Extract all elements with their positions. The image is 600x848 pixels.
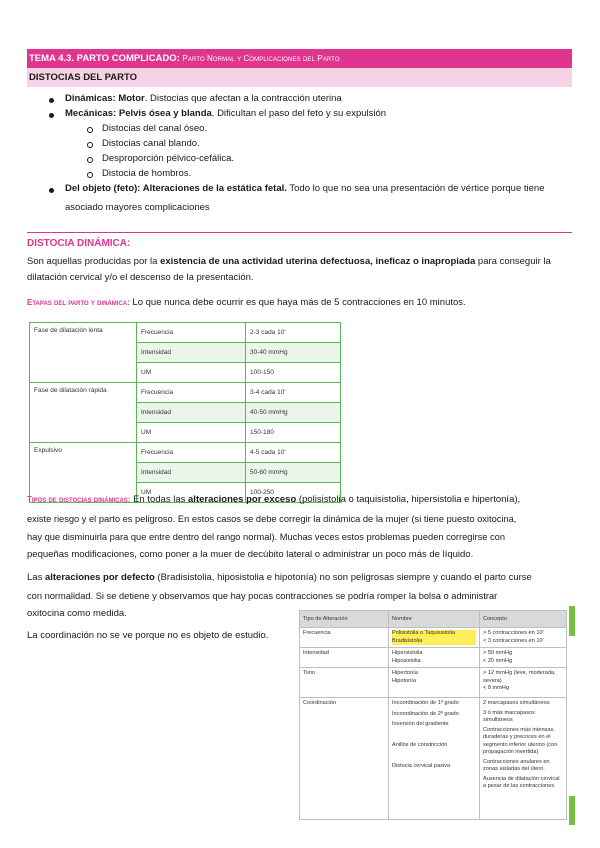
- concepto-item: > 5 contracciones en 10': [483, 630, 544, 636]
- sub-bullet-circle: [87, 157, 93, 163]
- tipos-line2: existe riesgo y el parto es peligroso. En estos casos se debe corregir la dinámica de la mujer (si tiene puesto oxitocina,: [27, 514, 517, 524]
- value-cell: 100-150: [246, 363, 341, 383]
- etapas-table: [29, 322, 341, 503]
- phase-cell: Fase de dilatación rápida: [30, 383, 137, 443]
- bullet-dot: [49, 188, 54, 193]
- table-header: Nombre: [389, 611, 480, 628]
- text-run-bold: alteraciones por exceso: [188, 494, 297, 505]
- value-cell: 3-4 cada 10': [246, 383, 341, 403]
- concepto-item: < 20 mmHg: [483, 657, 513, 664]
- nombre-item: Hipotonía: [392, 677, 416, 684]
- tipo-cell: Intensidad: [300, 648, 389, 668]
- bullet-dot: [49, 98, 54, 103]
- coordinacion-note: La coordinación no se ve porque no es objeto de estudio.: [27, 630, 269, 641]
- text-run: Son aquellas producidas por la: [27, 256, 161, 267]
- concepto-item: Contracciones anulares en zonas aisladas del útero.: [483, 758, 550, 772]
- concepto-item: 3 ó más marcapasos simultáneos: [483, 709, 535, 723]
- topic-subtitle: Parto Normal y Complicaciones del Parto: [182, 54, 340, 63]
- defecto-line2: con normalidad. Si se detiene y observamos que hay pocas contracciones se podría romper la bolsa o administrar: [27, 591, 498, 601]
- nombre-item: Hipersistolia: [392, 650, 423, 656]
- nombre-item: Anillos de constricción: [392, 742, 448, 748]
- text-run: En todas las: [130, 494, 189, 505]
- table-row: [30, 323, 341, 343]
- nombre-item: Distocia cervical pasiva: [392, 763, 451, 769]
- bullet-dot: [49, 113, 54, 118]
- table-row: [30, 443, 341, 463]
- nombre-item: Hipertonía: [392, 670, 418, 676]
- bullet-text: Todo lo que no sea una presentación de vértice porque tiene: [286, 183, 545, 194]
- tipo-cell: Tono: [300, 668, 389, 698]
- concepto-item: < 3 contracciones en 10': [483, 637, 544, 644]
- nombre-cell: [389, 648, 480, 668]
- table-row: [300, 698, 567, 820]
- text-run-bold: existencia de una actividad uterina defectuosa, ineficaz o inapropiada: [160, 256, 476, 267]
- parameter-cell: Frecuencia: [137, 323, 246, 343]
- text-run: Las: [27, 572, 45, 583]
- parameter-cell: UM: [137, 483, 246, 503]
- sub-bullet-item: Distocias canal blando.: [102, 138, 200, 149]
- nombre-item: [392, 753, 476, 761]
- parameter-cell: Intensidad: [137, 403, 246, 423]
- bullet-objeto-cont: asociado mayores complicaciones: [65, 202, 210, 213]
- tipos-label: Tipos de distocias dinámicas:: [27, 495, 131, 504]
- nombre-cell: [389, 698, 480, 820]
- distocia-paragraph-line2: dilatación cervical y/o el descenso de la presentación.: [27, 272, 254, 283]
- etapas-text: Lo que nunca debe ocurrir es que haya más de 5 contracciones en 10 minutos.: [129, 297, 466, 308]
- nombre-cell: [389, 628, 480, 648]
- value-cell: 50-60 mmHg: [246, 463, 341, 483]
- concepto-item: Ausencia de dilatación cervical a pesar de las contracciones: [483, 775, 560, 789]
- concepto-cell: [480, 628, 567, 648]
- sub-bullet-item: Distocias del canal óseo.: [102, 123, 208, 134]
- bullet-label: Mecánicas: Pelvis ósea y blanda: [65, 108, 212, 119]
- section-title-band: [27, 68, 572, 87]
- parameter-cell: Intensidad: [137, 343, 246, 363]
- topic-title: TEMA 4.3. PARTO COMPLICADO:: [29, 53, 180, 64]
- topic-title-band: [27, 49, 572, 68]
- nombre-item: Inversión del gradiente: [392, 721, 449, 727]
- value-cell: 30-40 mmHg: [246, 343, 341, 363]
- text-run: para conseguir la: [475, 256, 551, 267]
- sub-bullet-item: Distocia de hombros.: [102, 168, 192, 179]
- sub-bullet-circle: [87, 142, 93, 148]
- phase-cell: Fase de dilatación lenta: [30, 323, 137, 383]
- concepto-cell: [480, 668, 567, 698]
- value-cell: 150-180: [246, 423, 341, 443]
- nombre-item: Incoordinación de 2º grado: [392, 710, 459, 717]
- bullet-text: . Distocias que afectan a la contracción uterina: [144, 93, 342, 104]
- concepto-item: > 12 mmHg (leve, moderada, severa): [483, 670, 556, 684]
- tipos-line1: [27, 492, 572, 508]
- section-divider: [27, 232, 572, 233]
- table-header: Concepto: [480, 611, 567, 628]
- concepto-item: > 50 mmHg: [483, 650, 513, 656]
- value-cell: 100-250: [246, 483, 341, 503]
- nombre-item: Hiposistolia: [392, 657, 421, 664]
- text-run: (polisistolia o taquisistolia, hipersistolia e hipertonía),: [296, 494, 521, 505]
- bullet-mecanicas: [65, 107, 386, 120]
- text-run: (Bradisistolia, hiposistolia e hipotonía) no son peligrosas siempre y cuando el parto curse: [154, 572, 532, 583]
- green-leaf-decoration: [569, 606, 575, 636]
- nombre-item: Bradisistolia: [392, 638, 476, 646]
- defecto-line3: oxitocina como medida.: [27, 608, 127, 619]
- green-leaf-decoration: [569, 796, 575, 825]
- bullet-objeto: [65, 182, 544, 195]
- table-row: [30, 383, 341, 403]
- parameter-cell: Frecuencia: [137, 443, 246, 463]
- nombre-item: Incoordinación de 1º grado: [392, 700, 459, 706]
- parameter-cell: UM: [137, 423, 246, 443]
- text-run-bold: alteraciones por defecto: [44, 572, 155, 583]
- table-header: Tipo de Alteración: [300, 611, 389, 628]
- parameter-cell: UM: [137, 363, 246, 383]
- table-row: [300, 628, 567, 648]
- concepto-item: 2 marcapasos simultáneos: [483, 700, 550, 706]
- value-cell: 40-50 mmHg: [246, 403, 341, 423]
- defecto-line1: [27, 570, 572, 586]
- concepto-cell: [480, 698, 567, 820]
- etapas-label: Etapas del parto y dinámica:: [27, 298, 130, 307]
- bullet-text: . Dificultan el paso del feto y su expulsión: [211, 108, 387, 119]
- sub-bullet-circle: [87, 127, 93, 133]
- tipo-cell: Coordinación: [300, 698, 389, 820]
- alteraciones-table: [299, 610, 567, 820]
- phase-cell: Expulsivo: [30, 443, 137, 503]
- sub-bullet-item: Desproporción pélvico-cefálica.: [102, 153, 235, 164]
- nombre-cell: [389, 668, 480, 698]
- distocia-heading: DISTOCIA DINÁMICA:: [27, 238, 131, 249]
- parameter-cell: Frecuencia: [137, 383, 246, 403]
- tipos-line3: hay que disminuirla para que entre dentro del rango normal). Muchas veces estos problemas pueden corregirse con: [27, 532, 506, 542]
- nombre-item: Polisistolia o Taquisistolia: [392, 630, 476, 638]
- table-row: [300, 668, 567, 698]
- bullet-label: Dinámicas: Motor: [65, 93, 145, 104]
- etapas-line: [27, 295, 466, 311]
- sub-bullet-circle: [87, 172, 93, 178]
- value-cell: 2-3 cada 10': [246, 323, 341, 343]
- alteraciones-table-image: [299, 606, 572, 825]
- concepto-item: Contracciones más intensas, duraderas y precoces en el segmento inferior uterino (con propagación invertida): [483, 726, 558, 755]
- parameter-cell: Intensidad: [137, 463, 246, 483]
- bullet-dinamicas: [65, 92, 342, 105]
- tipos-line4: pequeñas modificaciones, como poner a la muer de decúbito lateral o administrar un poco más de líquido.: [27, 549, 474, 560]
- concepto-item: < 8 mmHg: [483, 685, 509, 691]
- bullet-label: Del objeto (feto): Alteraciones de la estática fetal.: [65, 183, 287, 194]
- table-row: [300, 648, 567, 668]
- tipo-cell: Frecuencia: [300, 628, 389, 648]
- value-cell: 4-5 cada 10': [246, 443, 341, 463]
- nombre-item: [392, 732, 476, 740]
- concepto-cell: [480, 648, 567, 668]
- distocia-paragraph-line1: [27, 254, 572, 270]
- section-title: DISTOCIAS DEL PARTO: [29, 72, 138, 83]
